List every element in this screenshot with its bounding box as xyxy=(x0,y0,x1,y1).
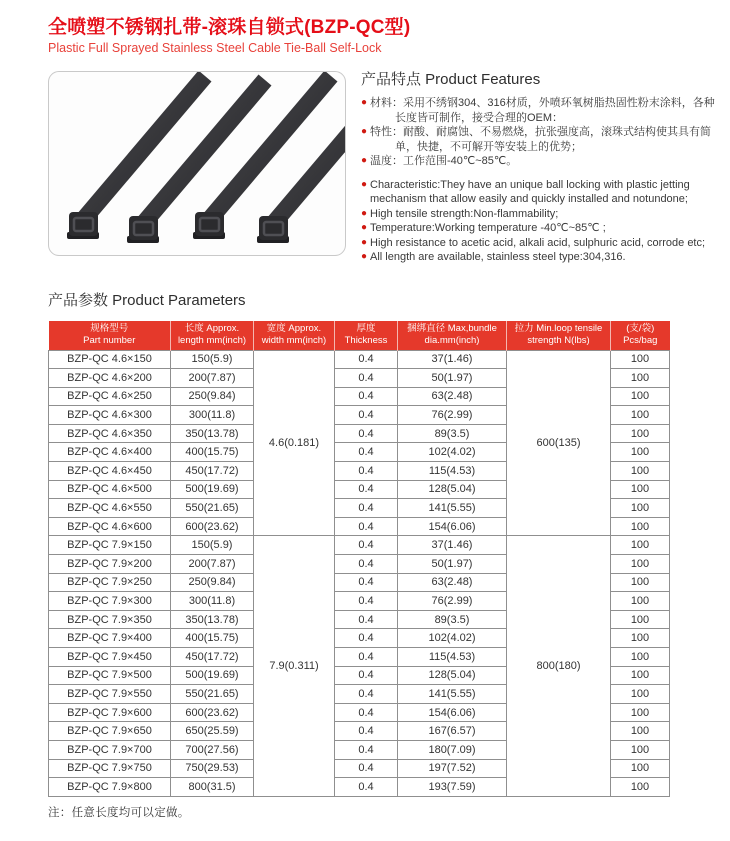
length-cell: 500(19.69) xyxy=(171,666,254,685)
pcs-per-bag-cell: 100 xyxy=(611,350,670,369)
part-number-cell: BZP-QC 4.6×250 xyxy=(49,387,171,406)
pcs-per-bag-cell: 100 xyxy=(611,778,670,797)
pcs-per-bag-cell: 100 xyxy=(611,555,670,574)
part-number-cell: BZP-QC 7.9×400 xyxy=(49,629,171,648)
bundle-dia-cell: 37(1.46) xyxy=(398,350,507,369)
pcs-per-bag-cell: 100 xyxy=(611,573,670,592)
part-number-cell: BZP-QC 7.9×500 xyxy=(49,666,171,685)
pcs-per-bag-cell: 100 xyxy=(611,592,670,611)
part-number-cell: BZP-QC 7.9×600 xyxy=(49,703,171,722)
length-cell: 650(25.59) xyxy=(171,722,254,741)
thickness-cell: 0.4 xyxy=(335,443,398,462)
table-header xyxy=(49,321,670,351)
thickness-cell: 0.4 xyxy=(335,406,398,425)
col-tensile-strength: 拉力 Min.loop tensile strength N(lbs) xyxy=(507,321,611,351)
bundle-dia-cell: 50(1.97) xyxy=(398,555,507,574)
tensile-strength-merged-cell: 800(180) xyxy=(507,536,611,796)
feature-item: ● Temperature:Working temperature -40℃~85℃ ; xyxy=(361,222,606,234)
part-number-cell: BZP-QC 4.6×300 xyxy=(49,406,171,425)
bundle-dia-cell: 102(4.02) xyxy=(398,629,507,648)
part-number-cell: BZP-QC 7.9×650 xyxy=(49,722,171,741)
feature-item: ● 温度：工作范围-40℃~85℃。 xyxy=(361,155,518,167)
length-cell: 250(9.84) xyxy=(171,573,254,592)
part-number-cell: BZP-QC 7.9×250 xyxy=(49,573,171,592)
thickness-cell: 0.4 xyxy=(335,573,398,592)
bundle-dia-cell: 102(4.02) xyxy=(398,443,507,462)
length-cell: 250(9.84) xyxy=(171,387,254,406)
pcs-per-bag-cell: 100 xyxy=(611,369,670,388)
part-number-cell: BZP-QC 7.9×450 xyxy=(49,648,171,667)
length-cell: 150(5.9) xyxy=(171,536,254,555)
thickness-cell: 0.4 xyxy=(335,536,398,555)
bundle-dia-cell: 89(3.5) xyxy=(398,424,507,443)
bullet-dot-icon: ● xyxy=(361,126,368,137)
cable-tie-strap xyxy=(67,76,205,239)
feature-item: ● High resistance to acetic acid, alkali acid, sulphuric acid, corrode etc; xyxy=(361,236,706,249)
part-number-cell: BZP-QC 4.6×550 xyxy=(49,499,171,518)
bullet-dot-icon: ● xyxy=(361,97,368,108)
custom-length-note: 注：任意长度均可以定做。 xyxy=(48,806,190,819)
thickness-cell: 0.4 xyxy=(335,648,398,667)
thickness-cell: 0.4 xyxy=(335,610,398,629)
length-cell: 550(21.65) xyxy=(171,685,254,704)
part-number-cell: BZP-QC 7.9×300 xyxy=(49,592,171,611)
bundle-dia-cell: 128(5.04) xyxy=(398,480,507,499)
length-cell: 300(11.8) xyxy=(171,592,254,611)
part-number-cell: BZP-QC 4.6×450 xyxy=(49,462,171,481)
features-section xyxy=(361,71,723,265)
length-cell: 600(23.62) xyxy=(171,517,254,536)
bundle-dia-cell: 89(3.5) xyxy=(398,610,507,629)
part-number-cell: BZP-QC 7.9×700 xyxy=(49,740,171,759)
bullet-dot-icon: ● xyxy=(361,178,368,190)
col-part-number: 规格型号 Part number xyxy=(49,321,171,351)
bundle-dia-cell: 154(6.06) xyxy=(398,703,507,722)
pcs-per-bag-cell: 100 xyxy=(611,685,670,704)
bundle-dia-cell: 167(6.57) xyxy=(398,722,507,741)
bundle-dia-cell: 128(5.04) xyxy=(398,666,507,685)
thickness-cell: 0.4 xyxy=(335,685,398,704)
length-cell: 450(17.72) xyxy=(171,648,254,667)
parameters-table xyxy=(48,321,670,797)
length-cell: 500(19.69) xyxy=(171,480,254,499)
bundle-dia-cell: 50(1.97) xyxy=(398,369,507,388)
thickness-cell: 0.4 xyxy=(335,703,398,722)
part-number-cell: BZP-QC 4.6×200 xyxy=(49,369,171,388)
length-cell: 300(11.8) xyxy=(171,406,254,425)
thickness-cell: 0.4 xyxy=(335,592,398,611)
length-cell: 700(27.56) xyxy=(171,740,254,759)
pcs-per-bag-cell: 100 xyxy=(611,517,670,536)
bundle-dia-cell: 154(6.06) xyxy=(398,517,507,536)
product-photo xyxy=(48,71,346,256)
col-length: 长度 Approx. length mm(inch) xyxy=(171,321,254,351)
part-number-cell: BZP-QC 4.6×500 xyxy=(49,480,171,499)
part-number-cell: BZP-QC 4.6×400 xyxy=(49,443,171,462)
table-row xyxy=(49,536,670,555)
thickness-cell: 0.4 xyxy=(335,499,398,518)
bundle-dia-cell: 193(7.59) xyxy=(398,778,507,797)
thickness-cell: 0.4 xyxy=(335,759,398,778)
table-row xyxy=(49,350,670,369)
bundle-dia-cell: 141(5.55) xyxy=(398,499,507,518)
length-cell: 350(13.78) xyxy=(171,610,254,629)
pcs-per-bag-cell: 100 xyxy=(611,536,670,555)
width-merged-cell: 4.6(0.181) xyxy=(254,350,335,536)
col-thickness: 厚度 Thickness xyxy=(335,321,398,351)
thickness-cell: 0.4 xyxy=(335,387,398,406)
feature-item: ● Characteristic:They have an unique ball locking with plastic jetting mechanism that allow easily and quickly installed and notundone; xyxy=(361,178,690,205)
pcs-per-bag-cell: 100 xyxy=(611,759,670,778)
length-cell: 400(15.75) xyxy=(171,629,254,648)
pcs-per-bag-cell: 100 xyxy=(611,703,670,722)
parameters-section xyxy=(0,292,730,820)
length-cell: 450(17.72) xyxy=(171,462,254,481)
col-pcs-per-bag: (支/袋) Pcs/bag xyxy=(611,321,670,351)
pcs-per-bag-cell: 100 xyxy=(611,499,670,518)
length-cell: 600(23.62) xyxy=(171,703,254,722)
bundle-dia-cell: 197(7.52) xyxy=(398,759,507,778)
bullet-dot-icon: ● xyxy=(361,155,368,166)
part-number-cell: BZP-QC 7.9×350 xyxy=(49,610,171,629)
part-number-cell: BZP-QC 4.6×350 xyxy=(49,424,171,443)
pcs-per-bag-cell: 100 xyxy=(611,424,670,443)
thickness-cell: 0.4 xyxy=(335,722,398,741)
length-cell: 800(31.5) xyxy=(171,778,254,797)
pcs-per-bag-cell: 100 xyxy=(611,387,670,406)
length-cell: 750(29.53) xyxy=(171,759,254,778)
part-number-cell: BZP-QC 7.9×550 xyxy=(49,685,171,704)
col-width: 宽度 Approx. width mm(inch) xyxy=(254,321,335,351)
bundle-dia-cell: 180(7.09) xyxy=(398,740,507,759)
part-number-cell: BZP-QC 7.9×750 xyxy=(49,759,171,778)
part-number-cell: BZP-QC 7.9×800 xyxy=(49,778,171,797)
length-cell: 200(7.87) xyxy=(171,369,254,388)
pcs-per-bag-cell: 100 xyxy=(611,480,670,499)
top-row xyxy=(0,71,730,265)
pcs-per-bag-cell: 100 xyxy=(611,443,670,462)
pcs-per-bag-cell: 100 xyxy=(611,629,670,648)
length-cell: 400(15.75) xyxy=(171,443,254,462)
part-number-cell: BZP-QC 4.6×150 xyxy=(49,350,171,369)
features-heading: 产品特点 Product Features xyxy=(361,71,541,88)
thickness-cell: 0.4 xyxy=(335,480,398,499)
feature-item: ● 材料：采用不绣钢304、316材质，外喷环氧树脂热固性粉末涂料，各种长度皆可制作，接受合理的OEM： xyxy=(361,97,715,124)
bullet-dot-icon: ● xyxy=(361,207,368,219)
feature-item: ● 特性：耐酸、耐腐蚀、不易燃烧，抗张强度高，滚珠式结构使其具有简单，快捷，不可解开等安装上的优势； xyxy=(361,126,711,153)
bundle-dia-cell: 141(5.55) xyxy=(398,685,507,704)
part-number-cell: BZP-QC 4.6×600 xyxy=(49,517,171,536)
length-cell: 550(21.65) xyxy=(171,499,254,518)
bundle-dia-cell: 63(2.48) xyxy=(398,387,507,406)
thickness-cell: 0.4 xyxy=(335,740,398,759)
bundle-dia-cell: 63(2.48) xyxy=(398,573,507,592)
thickness-cell: 0.4 xyxy=(335,350,398,369)
tensile-strength-merged-cell: 600(135) xyxy=(507,350,611,536)
thickness-cell: 0.4 xyxy=(335,629,398,648)
page-subtitle: Plastic Full Sprayed Stainless Steel Cable Tie-Ball Self-Lock xyxy=(48,41,382,55)
pcs-per-bag-cell: 100 xyxy=(611,722,670,741)
length-cell: 150(5.9) xyxy=(171,350,254,369)
pcs-per-bag-cell: 100 xyxy=(611,648,670,667)
cable-ties-illustration xyxy=(49,72,346,256)
thickness-cell: 0.4 xyxy=(335,424,398,443)
parameters-heading: 产品参数 Product Parameters xyxy=(48,291,246,309)
bundle-dia-cell: 115(4.53) xyxy=(398,648,507,667)
feature-item: ● High tensile strength:Non-flammability; xyxy=(361,207,559,220)
thickness-cell: 0.4 xyxy=(335,555,398,574)
thickness-cell: 0.4 xyxy=(335,666,398,685)
thickness-cell: 0.4 xyxy=(335,517,398,536)
pcs-per-bag-cell: 100 xyxy=(611,740,670,759)
bundle-dia-cell: 76(2.99) xyxy=(398,592,507,611)
part-number-cell: BZP-QC 7.9×150 xyxy=(49,536,171,555)
page-title: 全喷塑不锈钢扎带-滚珠自锁式(BZP-QC型) xyxy=(48,17,411,38)
length-cell: 200(7.87) xyxy=(171,555,254,574)
part-number-cell: BZP-QC 7.9×200 xyxy=(49,555,171,574)
features-list xyxy=(361,96,723,265)
feature-item: ● All length are available, stainless steel type:304,316. xyxy=(361,251,626,263)
cable-tie-strap xyxy=(193,76,331,239)
page-header xyxy=(0,0,730,56)
thickness-cell: 0.4 xyxy=(335,462,398,481)
pcs-per-bag-cell: 100 xyxy=(611,666,670,685)
col-bundle-dia: 捆绑直径 Max,bundle dia.mm(inch) xyxy=(398,321,507,351)
length-cell: 350(13.78) xyxy=(171,424,254,443)
width-merged-cell: 7.9(0.311) xyxy=(254,536,335,796)
thickness-cell: 0.4 xyxy=(335,778,398,797)
pcs-per-bag-cell: 100 xyxy=(611,406,670,425)
bullet-dot-icon: ● xyxy=(361,222,368,233)
bullet-dot-icon: ● xyxy=(361,251,368,262)
pcs-per-bag-cell: 100 xyxy=(611,610,670,629)
table-body xyxy=(49,350,670,796)
bundle-dia-cell: 37(1.46) xyxy=(398,536,507,555)
thickness-cell: 0.4 xyxy=(335,369,398,388)
pcs-per-bag-cell: 100 xyxy=(611,462,670,481)
bullet-dot-icon: ● xyxy=(361,236,368,248)
bundle-dia-cell: 115(4.53) xyxy=(398,462,507,481)
bundle-dia-cell: 76(2.99) xyxy=(398,406,507,425)
